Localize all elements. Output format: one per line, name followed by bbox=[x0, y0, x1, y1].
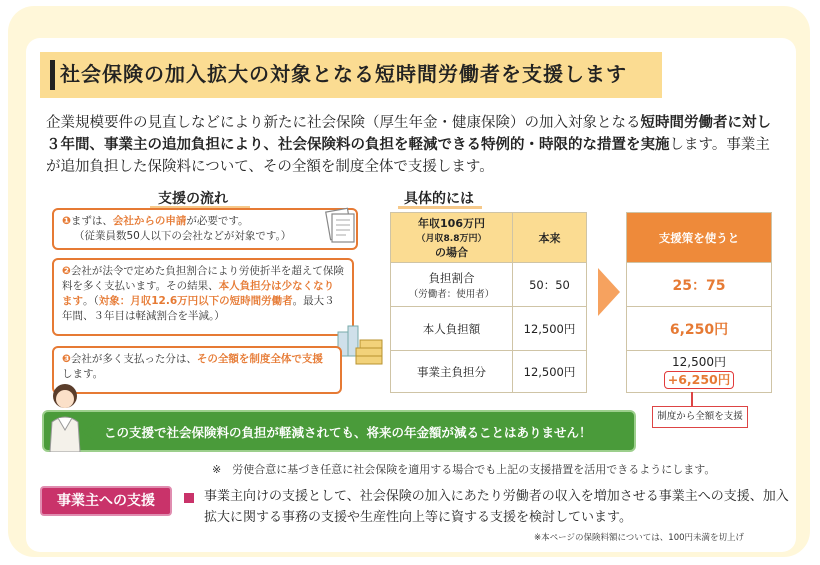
step-2-text-3: 。最大３年間、３年目は軽減割合を半減。） bbox=[62, 295, 335, 322]
step-3-number: ❸ bbox=[62, 353, 71, 365]
step-3-text-2: します。 bbox=[62, 368, 104, 380]
table-cell-value: 50：50 bbox=[513, 263, 587, 307]
result-employer-base: 12,500円 bbox=[672, 355, 726, 369]
step-1-text-2: が必要です。 bbox=[186, 215, 249, 227]
result-header: 支援策を使うと bbox=[627, 213, 772, 263]
header-income-line2: （月収8.8万円） bbox=[416, 234, 487, 244]
step-2-text: 会社が法令で定めた負担割合により労使折半を超えて保険料を多く支払います。その結果、 bbox=[62, 265, 344, 292]
result-ratio: 25：75 bbox=[627, 263, 772, 307]
intro-text-1: 企業規模要件の見直しなどにより新たに社会保険（厚生年金・健康保険）の加入対象となる bbox=[46, 115, 641, 131]
intro-bold: 短時間労働者に対し３年間、事業主の追加負担により、社会保険料の負担を軽減できる特例的・時限的な措置を実施 bbox=[46, 115, 771, 153]
spec-table bbox=[390, 212, 587, 393]
step-1-emphasis: 会社からの申請 bbox=[112, 215, 187, 227]
step-2-text-2: 。（ bbox=[83, 295, 99, 307]
table-row-label: 事業主負担分 bbox=[391, 351, 513, 393]
employer-support-text: 事業主向けの支援として、社会保険の加入にあたり労働者の収入を増加させる事業主への支援、加入拡大に関する事務の支援や生産性向上等に資する支援を検討しています。 bbox=[204, 489, 789, 525]
arrow-right-icon bbox=[598, 268, 620, 316]
result-employer-plus: +6,250円 bbox=[664, 371, 735, 389]
header-income-line1: 年収106万円 bbox=[418, 217, 485, 230]
callout-connector bbox=[691, 392, 693, 406]
step-1-text: まずは、 bbox=[70, 215, 113, 227]
row-ratio-label: 負担割合 bbox=[428, 270, 475, 285]
table-cell-value: 12,500円 bbox=[513, 351, 587, 393]
notice-banner-text: この支援で社会保険料の負担が軽減されても、将来の年金額が減ることはありません！ bbox=[104, 425, 592, 440]
row-ratio-sub: （労働者：使用者） bbox=[408, 288, 495, 300]
spec-heading: 具体的には bbox=[404, 191, 474, 207]
intro-text-2: します。事業主が追加負担した保険料について、その全額を制度全体で支援します。 bbox=[46, 137, 770, 175]
step-1-note: （従業員数50人以下の会社などが対象です。） bbox=[74, 230, 292, 242]
table-row-label: 本人負担額 bbox=[391, 307, 513, 351]
step-2-emphasis-2: 対象：月収12.6万円以下の短時間労働者 bbox=[98, 295, 293, 307]
header-income-line3: の場合 bbox=[435, 246, 468, 259]
result-table bbox=[626, 212, 772, 393]
table-cell-value: 12,500円 bbox=[513, 307, 587, 351]
footnote-rounding: ※本ページの保険料額については、100円未満を切上げ bbox=[534, 533, 745, 543]
step-3-emphasis: その全額を制度全体で支援 bbox=[196, 353, 323, 365]
support-callout: 制度から全額を支援 bbox=[652, 406, 748, 428]
page-title: 社会保険の加入拡大の対象となる短時間労働者を支援します bbox=[60, 62, 627, 86]
flow-heading: 支援の流れ bbox=[158, 191, 228, 207]
result-employer-burden bbox=[627, 351, 772, 393]
spec-table-header-income bbox=[391, 213, 513, 263]
person-illustration bbox=[44, 380, 86, 452]
result-self-burden: 6,250円 bbox=[627, 307, 772, 351]
documents-icon bbox=[320, 206, 360, 246]
employer-support-label: 事業主への支援 bbox=[40, 486, 172, 516]
intro-paragraph bbox=[46, 112, 774, 178]
spec-table-header-original: 本来 bbox=[513, 213, 587, 263]
step-3 bbox=[52, 346, 342, 394]
table-row-label bbox=[391, 263, 513, 307]
step-2-number: ❷ bbox=[62, 265, 71, 277]
step-2-emphasis: 本人負担分は少なくなります bbox=[62, 280, 335, 307]
step-1 bbox=[52, 208, 358, 250]
footnote-voluntary: ※ 労使合意に基づき任意に社会保険を適用する場合でも上記の支援措置を活用できるようにします。 bbox=[212, 463, 716, 476]
step-2 bbox=[52, 258, 354, 336]
step-3-text: 会社が多く支払った分は、 bbox=[70, 353, 197, 365]
bullet-square-icon bbox=[184, 493, 194, 503]
step-1-number: ❶ bbox=[62, 215, 71, 227]
